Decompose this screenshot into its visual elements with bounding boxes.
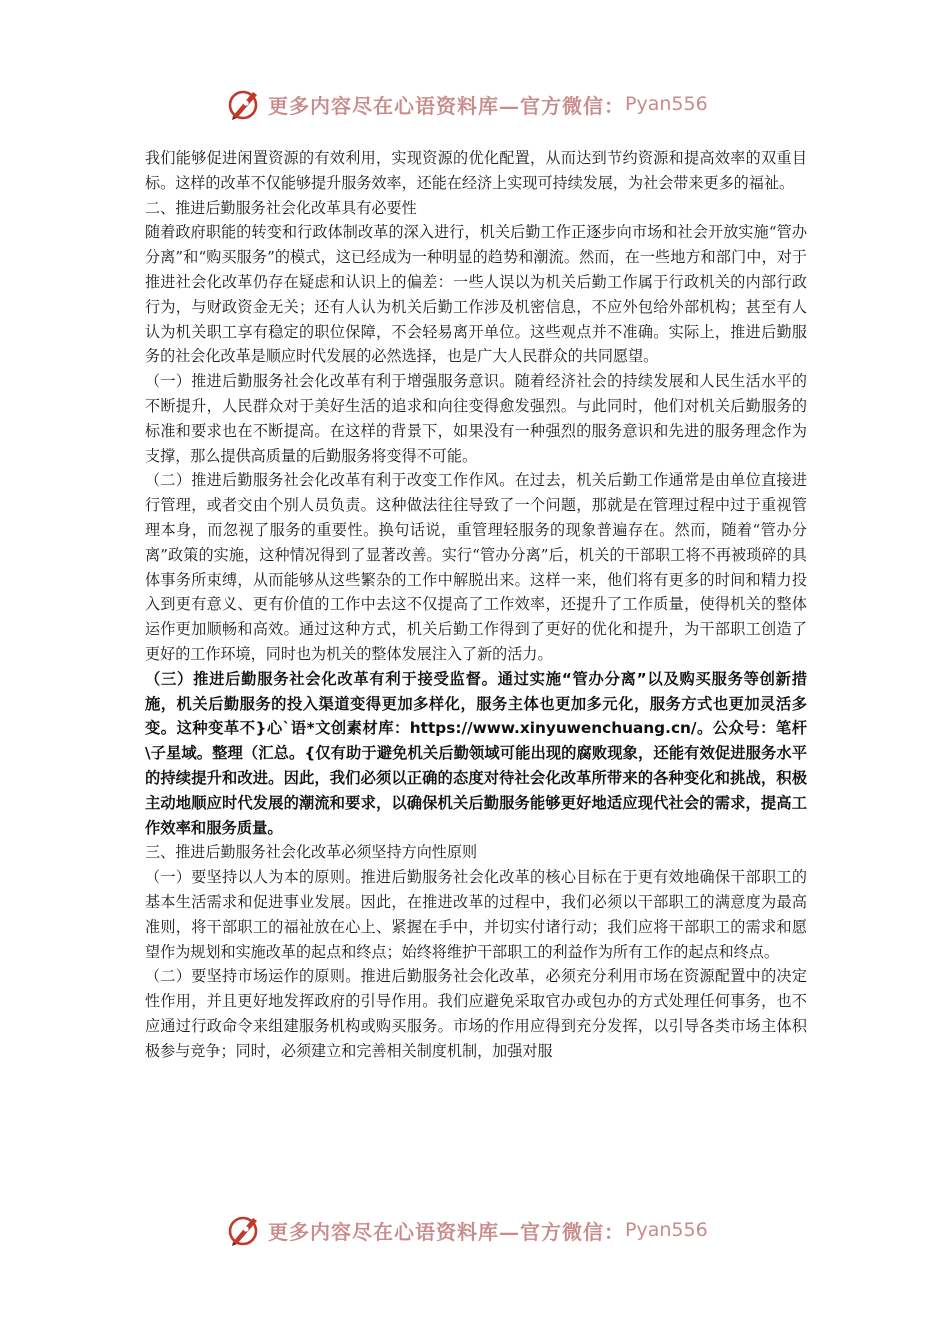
paragraph: 随着政府职能的转变和行政体制改革的深入进行，机关后勤工作正逐步向市场和社会开放实施“管办分离”和“购买服务”的模式，这已经成为一种明显的趋势和潮流。然而，在一些地方和部门中，对于推进社会化改革仍存在疑虑和认识上的偏差：一些人误以为机关后勤工作属于行政机关的内部行政行为，与财政资金无关；还有人认为机关后勤工作涉及机密信息，不应外包给外部机构；甚至有人认为机关职工享有稳定的职位保障，不会轻易离开单位。这些观点并不准确。实际上，推进后勤服务的社会化改革是顺应时代发展的必然选择，也是广大人民群众的共同愿望。 (145, 223, 807, 366)
paragraph: （二）要坚持市场运作的原则。推进后勤服务社会化改革，必须充分利用市场在资源配置中的决定性作用，并且更好地发挥政府的引导作用。我们应避免采取官办或包办的方式处理任何事务，也不应通过行政命令来组建服务机构或购买服务。市场的作用应得到充分发挥，以引导各类市场主体积极参与竞争；同时，必须建立和完善相关制度机制，加强对服 (145, 967, 807, 1060)
banner-wechat-id: Pyan556 (625, 1219, 708, 1241)
banner-wechat-id: Pyan556 (625, 93, 708, 115)
banner-brand-text: 更多内容尽在心语资料库—官方微信： (268, 93, 625, 118)
paragraph: 我们能够促进闲置资源的有效利用，实现资源的优化配置，从而达到节约资源和提高效率的双重目标。这样的改革不仅能够提升服务效率，还能在经济上实现可持续发展，为社会带来更多的福祉。 (145, 149, 807, 192)
bold-paragraph: （三）推进后勤服务社会化改革有利于接受监督。通过实施“管办分离”以及购买服务等创新措施，机关后勤服务的投入渠道变得更加多样化，服务主体也更加多元化，服务方式也更加灵活多变。这种变革不}心`语*文创素材库：https://www.xinyuwenchuang.cn/。公众号：笔杆\子星域。整理（汇总。{仅有助于避免机关后勤领域可能出现的腐败现象，还能有效促进服务水平的持续提升和改进。因此，我们必须以正确的态度对待社会化改革所带来的各种变化和挑战，积极主动地顺应时代发展的潮流和要求，以确保机关后勤服务能够更好地适应现代社会的需求，提高工作效率和服务质量。 (145, 669, 807, 837)
pen-logo-icon (226, 1212, 262, 1248)
paragraph: （二）推进后勤服务社会化改革有利于改变工作作风。在过去，机关后勤工作通常是由单位直接进行管理，或者交由个别人员负责。这种做法往往导致了一个问题，那就是在管理过程中过于重视管理本身，而忽视了服务的重要性。换句话说，重管理轻服务的现象普遍存在。然而，随着“管办分离”政策的实施，这种情况得到了显著改善。实行“管办分离”后，机关的干部职工将不再被琐碎的具体事务所束缚，从而能够从这些繁杂的工作中解脱出来。这样一来，他们将有更多的时间和精力投入到更有意义、更有价值的工作中去这不仅提高了工作效率，还提升了工作质量，使得机关的整体运作更加顺畅和高效。通过这种方式，机关后勤工作得到了更好的优化和提升，为干部职工创造了更好的工作环境，同时也为机关的整体发展注入了新的活力。 (145, 471, 807, 663)
footer-banner (226, 1210, 708, 1250)
document-body (145, 146, 807, 1192)
banner-brand-text: 更多内容尽在心语资料库—官方微信： (268, 1219, 625, 1244)
paragraph: （一）要坚持以人为本的原则。推进后勤服务社会化改革的核心目标在于更有效地确保干部职工的基本生活需求和促进事业发展。因此，在推进改革的过程中，我们必须以干部职工的满意度为最高准则，将干部职工的福祉放在心上、紧握在手中，并切实付诸行动；我们应将干部职工的需求和愿望作为规划和实施改革的起点和终点；始终将维护干部职工的利益作为所有工作的起点和终点。 (145, 868, 807, 961)
paragraph: （一）推进后勤服务社会化改革有利于增强服务意识。随着经济社会的持续发展和人民生活水平的不断提升，人民群众对于美好生活的追求和向往变得愈发强烈。与此同时，他们对机关后勤服务的标准和要求也在不断提高。在这样的背景下，如果没有一种强烈的服务意识和先进的服务理念作为支撑，那么提供高质量的后勤服务将变得不可能。 (145, 372, 807, 465)
section-heading: 二、推进后勤服务社会化改革具有必要性 (145, 198, 417, 217)
section-heading: 三、推进后勤服务社会化改革必须坚持方向性原则 (145, 843, 478, 862)
header-banner (226, 84, 708, 124)
pen-logo-icon (226, 86, 262, 122)
